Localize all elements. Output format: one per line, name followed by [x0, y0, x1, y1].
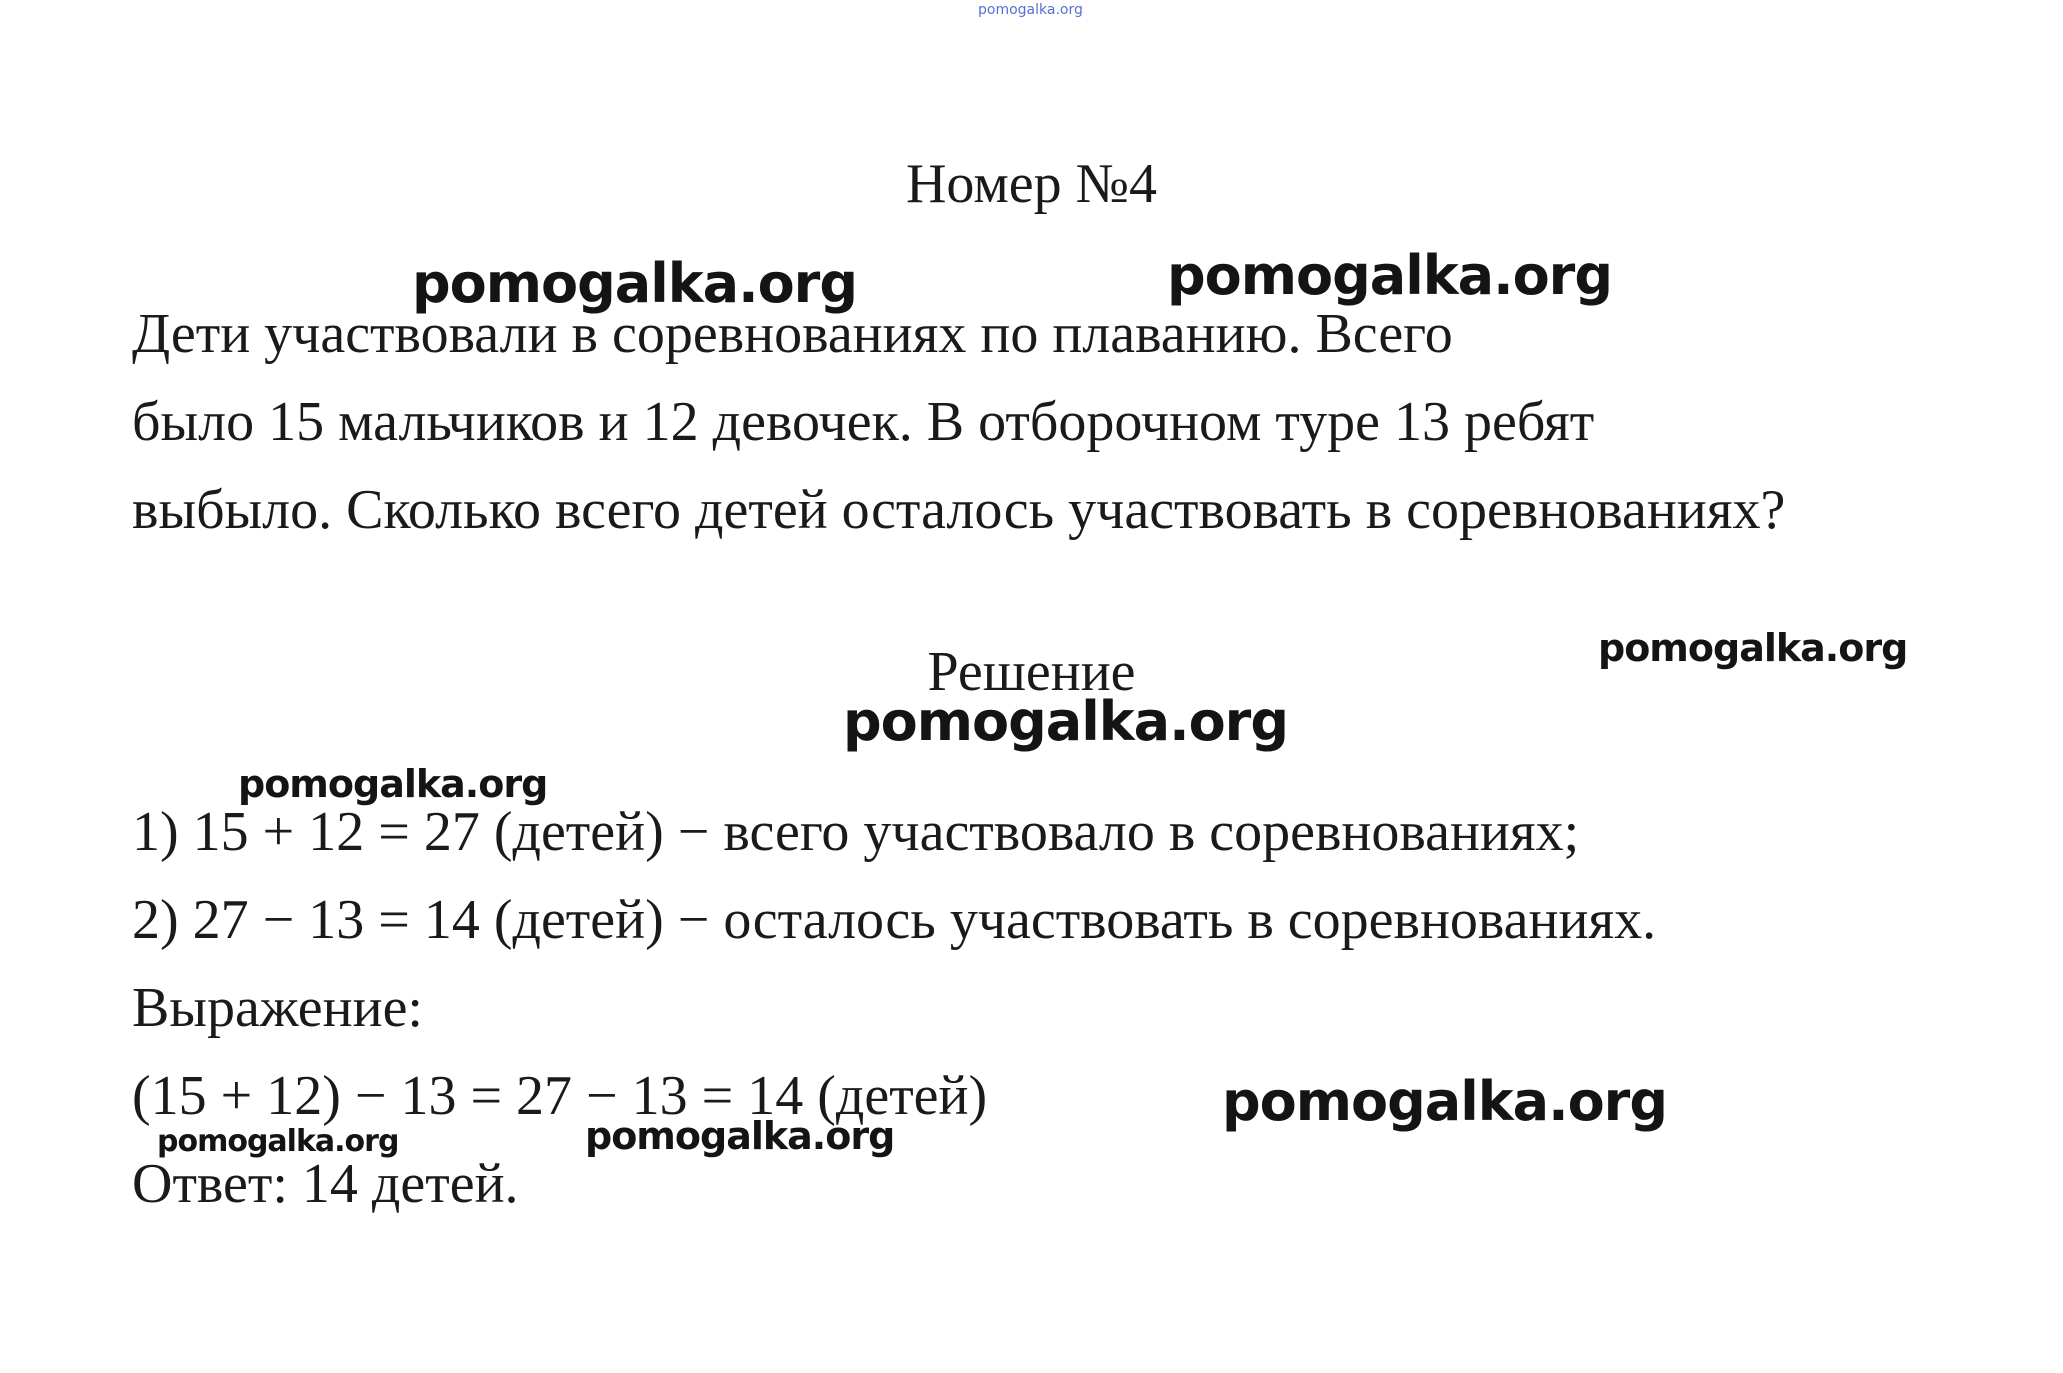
watermark: pomogalka.org	[1222, 1070, 1667, 1133]
answer: Ответ: 14 детей.	[132, 1153, 519, 1215]
watermark: pomogalka.org	[585, 1114, 895, 1158]
watermark: pomogalka.org	[1598, 626, 1908, 670]
watermark: pomogalka.org	[843, 690, 1288, 753]
expression: (15 + 12) − 13 = 27 − 13 = 14 (детей)	[132, 1065, 988, 1127]
solution-step-2: 2) 27 − 13 = 14 (детей) − осталось участвовать в соревнованиях.	[132, 889, 1657, 951]
problem-line-1: Дети участвовали в соревнованиях по плаванию. Всего	[132, 303, 1453, 365]
problem-title: Номер №4	[905, 153, 1158, 215]
solution-heading: Решение	[927, 641, 1136, 703]
solution-step-1: 1) 15 + 12 = 27 (детей) − всего участвовало в соревнованиях;	[132, 801, 1580, 863]
watermark: pomogalka.org	[1167, 244, 1612, 307]
expression-label: Выражение:	[132, 977, 423, 1039]
watermark-top: pomogalka.org	[978, 2, 1083, 18]
watermark: pomogalka.org	[157, 1124, 399, 1159]
problem-line-3: выбыло. Сколько всего детей осталось участвовать в соревнованиях?	[132, 479, 1786, 541]
watermark: pomogalka.org	[238, 762, 548, 806]
watermark: pomogalka.org	[412, 252, 857, 315]
problem-line-2: было 15 мальчиков и 12 девочек. В отборочном туре 13 ребят	[132, 391, 1595, 453]
